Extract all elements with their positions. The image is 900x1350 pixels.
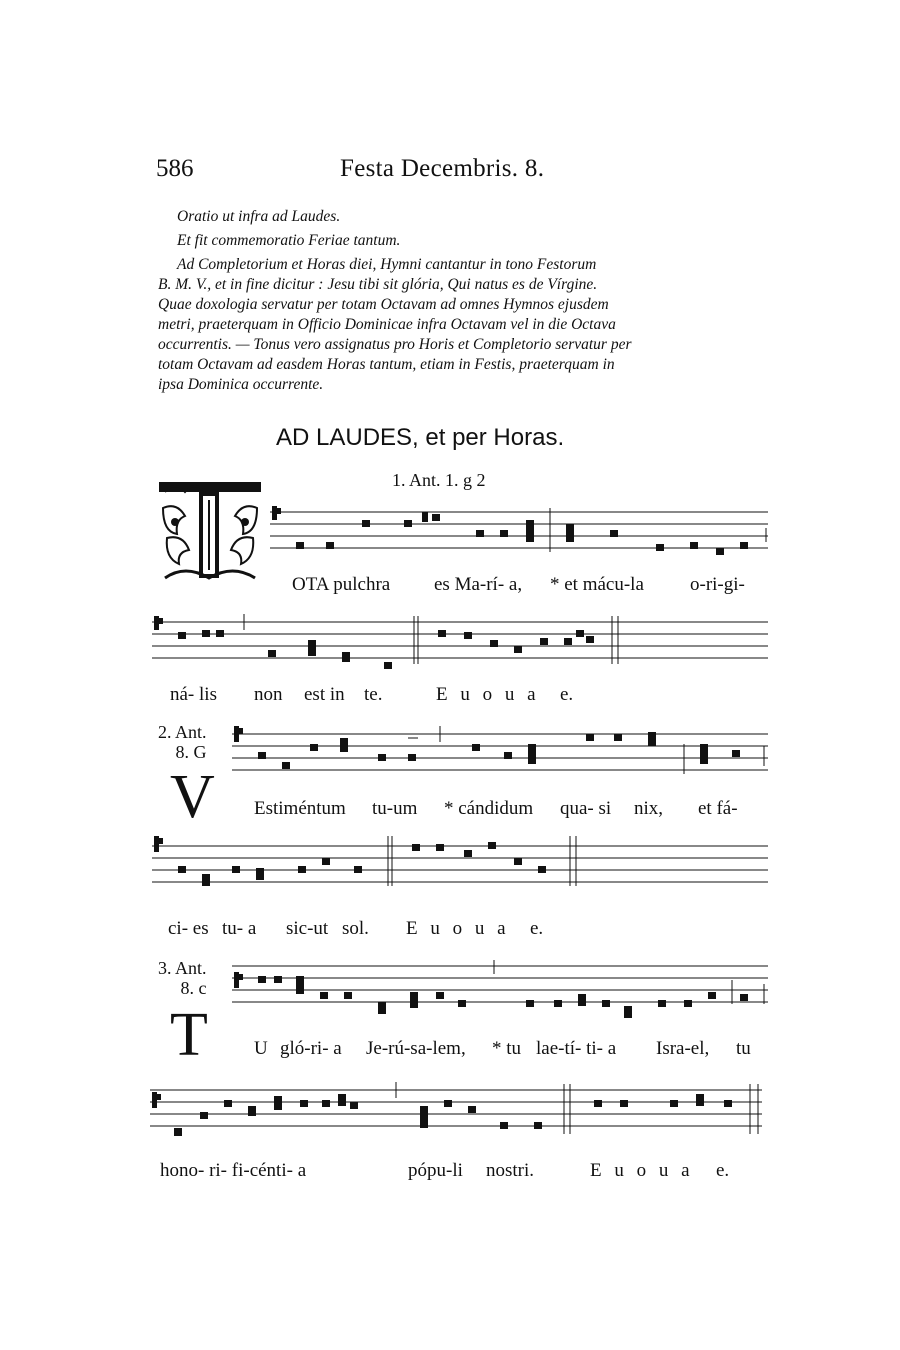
- antiphon-label: 1. Ant. 1. g 2: [392, 470, 486, 490]
- antiphon-mode: 8. c: [180, 978, 207, 998]
- antiphon-label: [158, 722, 207, 762]
- syllable: E u o u a: [406, 918, 510, 939]
- syllable: non: [254, 684, 283, 705]
- section-title: AD LAUDES, et per Horas.: [276, 424, 565, 451]
- antiphon-number: 2. Ant.: [158, 722, 207, 742]
- syllable: e.: [560, 684, 574, 705]
- syllable: Isra-el,: [656, 1038, 710, 1059]
- antiphon-label: [158, 958, 207, 998]
- rubric-line: metri, praeterquam in Officio Dominicae infra Octavam vel in die Octava: [158, 316, 616, 333]
- syllable: te.: [364, 684, 383, 705]
- antiphon-initial: T: [170, 1001, 208, 1069]
- syllable: tu: [736, 1038, 751, 1059]
- syllable: pópu-li: [408, 1160, 463, 1181]
- music-staff: [232, 722, 772, 782]
- music-staff: [152, 612, 772, 672]
- syllable: ná- lis: [170, 684, 217, 705]
- syllable: e.: [716, 1160, 730, 1181]
- syllable: nostri.: [486, 1160, 535, 1181]
- syllable: tu-um: [372, 798, 418, 819]
- music-staff: [232, 958, 772, 1022]
- syllable: * cándidum: [444, 798, 534, 819]
- music-staff: [270, 500, 770, 560]
- syllable: qua- si: [560, 798, 612, 819]
- syllable: E u o u a: [436, 684, 540, 705]
- syllable: * et mácu-la: [550, 574, 644, 595]
- syllable: hono- ri- fi-cénti- a: [160, 1160, 307, 1181]
- syllable: lae-tí- ti- a: [536, 1038, 617, 1059]
- syllable: E u o u a: [590, 1160, 694, 1181]
- antiphon-initial: [178, 508, 216, 570]
- music-staff: [152, 834, 772, 898]
- rubric-line: occurrentis. — Tonus vero assignatus pro Horis et Completorio servatur per: [158, 336, 632, 353]
- rubric-line: Et fit commemoratio Feriae tantum.: [177, 232, 401, 249]
- page-number: 586: [156, 155, 194, 182]
- syllable: gló-ri- a: [280, 1038, 342, 1059]
- syllable: e.: [530, 918, 544, 939]
- music-staff: [150, 1082, 766, 1146]
- syllable: tu- a: [222, 918, 257, 939]
- rubric-line: B. M. V., et in fine dicitur : Jesu tibi sit glória, Qui natus es de Vírgine.: [158, 276, 598, 293]
- syllable: o-ri-gi-: [690, 574, 745, 595]
- syllable: sol.: [342, 918, 369, 939]
- syllable: est in: [304, 684, 345, 705]
- rubric-line: totam Octavam ad easdem Horas tantum, etiam in Festis, praeterquam in: [158, 356, 615, 373]
- syllable: OTA pulchra: [292, 574, 391, 595]
- rubric-line: Ad Completorium et Horas diei, Hymni cantantur in tono Festorum: [177, 256, 597, 273]
- syllable: et fá-: [698, 798, 738, 819]
- antiphon-initial: V: [170, 763, 215, 831]
- rubric-line: ipsa Dominica occurrente.: [158, 376, 324, 393]
- antiphon-number: 3. Ant.: [158, 958, 207, 978]
- syllable: Estiméntum: [254, 798, 346, 819]
- rubric-line: Quae doxologia servatur per totam Octavam ad omnes Hymnos ejusdem: [158, 296, 609, 313]
- syllable: es Ma-rí- a,: [434, 574, 523, 595]
- syllable: U: [254, 1038, 268, 1059]
- syllable: Je-rú-sa-lem,: [366, 1038, 466, 1059]
- page-title: Festa Decembris. 8.: [340, 155, 545, 182]
- syllable: nix,: [634, 798, 664, 819]
- syllable: * tu: [492, 1038, 522, 1059]
- rubric-line: Oratio ut infra ad Laudes.: [177, 208, 341, 225]
- syllable: ci- es: [168, 918, 209, 939]
- syllable: sic-ut: [286, 918, 329, 939]
- antiphon-mode: 8. G: [175, 742, 207, 762]
